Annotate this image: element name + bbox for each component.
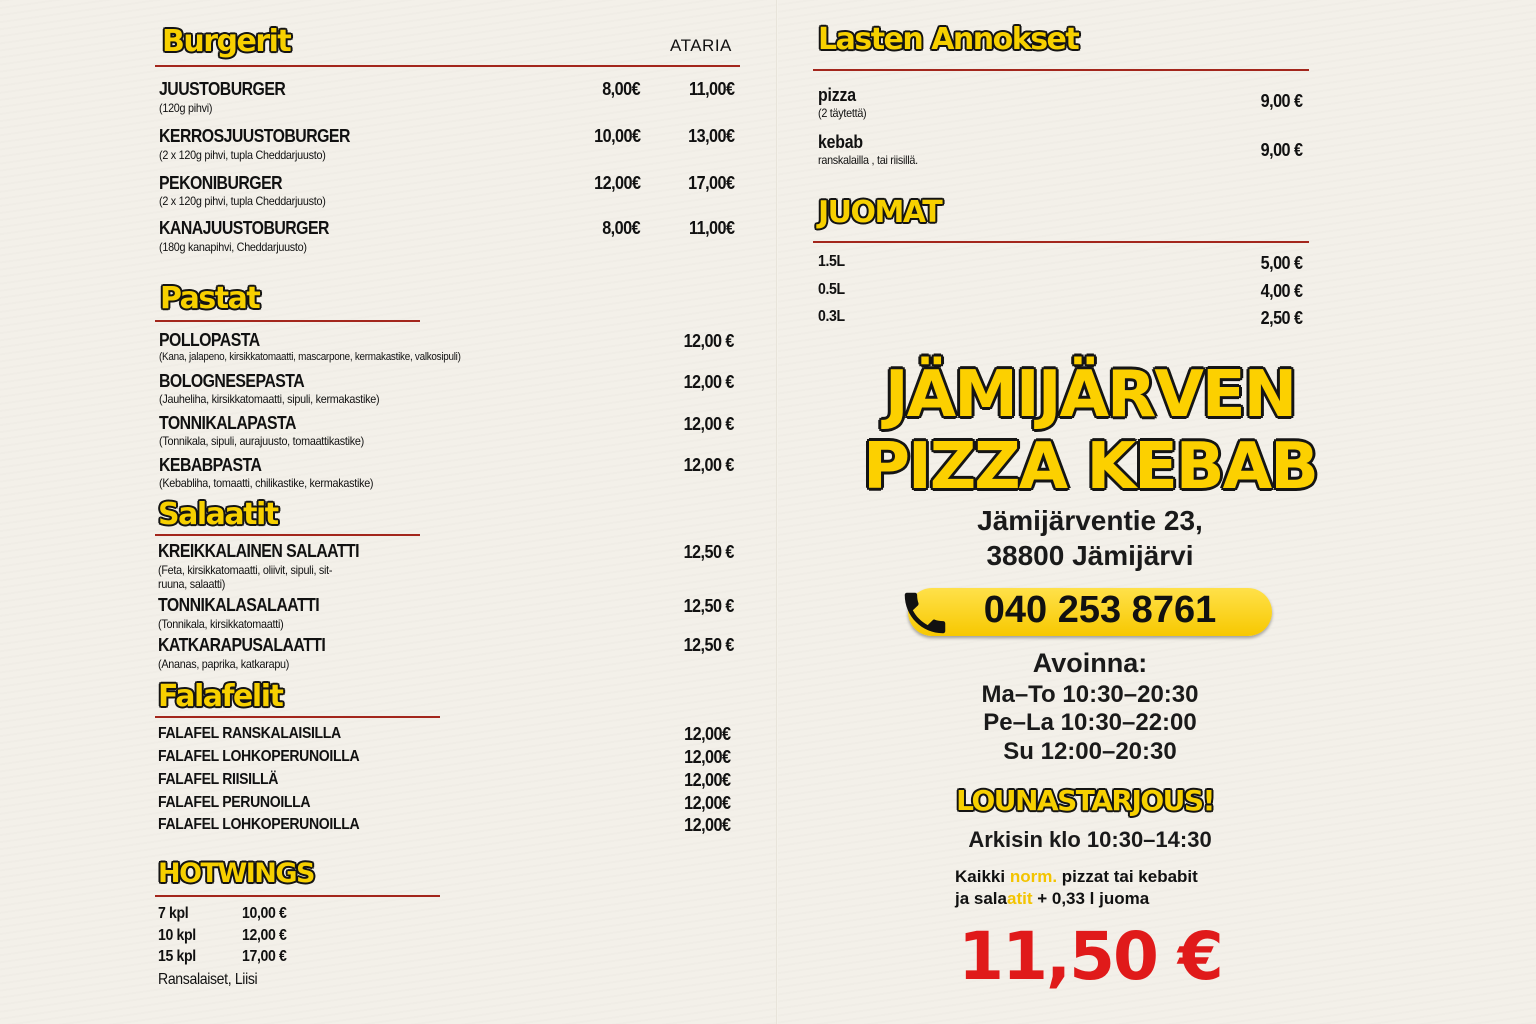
menu-item-price: 12,00€ xyxy=(593,173,640,193)
hours-row: Pe–La 10:30–22:00 xyxy=(983,709,1197,736)
menu-item-name: POLLOPASTA xyxy=(159,330,260,350)
wings-qty: 7 kpl xyxy=(158,905,189,922)
restaurant-name-line1: JÄMIJÄRVEN xyxy=(884,358,1296,432)
lunch-offer-line1 xyxy=(955,867,1198,887)
menu-item-price: 12,00 € xyxy=(683,414,734,434)
wings-price: 12,00 € xyxy=(242,927,287,944)
address-line2: 38800 Jämijärvi xyxy=(986,540,1194,571)
lasten-rule xyxy=(813,69,1309,71)
kids-item-price: 9,00 € xyxy=(1260,91,1302,111)
menu-item-desc: (120g pihvi) xyxy=(159,101,213,115)
page-fold xyxy=(776,0,778,1024)
kids-item-desc: ranskalailla , tai riisillä. xyxy=(818,153,918,167)
menu-item-name: FALAFEL LOHKOPERUNOILLA xyxy=(158,748,360,765)
drink-size: 0.5L xyxy=(818,281,845,298)
falafelit-rule xyxy=(155,716,440,718)
menu-item-desc: ruuna, salaatti) xyxy=(158,577,226,591)
menu-item-desc: (180g kanapihvi, Cheddarjuusto) xyxy=(159,240,307,254)
menu-item-desc: (Tonnikala, sipuli, aurajuusto, tomaattikastike) xyxy=(159,434,364,448)
menu-item-name: KREIKKALAINEN SALAATTI xyxy=(158,541,360,561)
menu-item-meal-price: 13,00€ xyxy=(687,126,734,146)
menu-item-price: 12,50 € xyxy=(683,635,734,655)
hotwings-rule xyxy=(155,895,440,897)
burgerit-title: Burgerit xyxy=(162,24,291,59)
menu-item-price: 10,00€ xyxy=(593,126,640,146)
menu-item-desc: (2 x 120g pihvi, tupla Cheddarjuusto) xyxy=(159,194,326,208)
menu-item-price: 12,00€ xyxy=(683,724,730,744)
lunch-text: pizzat tai kebabit xyxy=(1057,867,1198,886)
wings-price: 10,00 € xyxy=(242,905,287,922)
hours-row: Su 12:00–20:30 xyxy=(1003,738,1177,765)
menu-item-name: JUUSTOBURGER xyxy=(159,79,286,99)
menu-item-price: 12,00€ xyxy=(683,793,730,813)
drink-price: 2,50 € xyxy=(1260,308,1302,328)
kids-item-name: kebab xyxy=(818,132,863,152)
salaatit-title: Salaatit xyxy=(158,497,278,532)
menu-item-desc: (Jauheliha, kirsikkatomaatti, sipuli, kermakastike) xyxy=(159,392,380,406)
lasten-title: Lasten Annokset xyxy=(818,22,1079,57)
menu-item-desc: (2 x 120g pihvi, tupla Cheddarjuusto) xyxy=(159,148,326,162)
kids-item-price: 9,00 € xyxy=(1260,140,1302,160)
menu-item-price: 8,00€ xyxy=(602,218,640,238)
menu-item-name: BOLOGNESEPASTA xyxy=(159,371,305,391)
pastat-title: Pastat xyxy=(160,281,260,316)
salaatit-rule xyxy=(155,534,420,536)
lunch-text: + 0,33 l juoma xyxy=(1032,889,1150,908)
menu-item-desc: (Kebabliha, tomaatti, chilikastike, kermakastike) xyxy=(159,476,374,490)
hotwings-title: HOTWINGS xyxy=(158,858,314,889)
menu-item-name: TONNIKALAPASTA xyxy=(159,413,296,433)
wings-price: 17,00 € xyxy=(242,948,287,965)
ataria-header: ATARIA xyxy=(670,36,732,55)
juomat-rule xyxy=(813,241,1309,243)
menu-item-name: TONNIKALASALAATTI xyxy=(158,595,320,615)
menu-item-desc: (Kana, jalapeno, kirsikkatomaatti, mascarpone, kermakastike, valkosipuli) xyxy=(159,351,461,363)
menu-item-price: 12,00€ xyxy=(683,770,730,790)
wings-qty: 10 kpl xyxy=(158,927,196,944)
drink-size: 0.3L xyxy=(818,308,845,325)
restaurant-name-line2: PIZZA KEBAB xyxy=(863,430,1317,504)
menu-item-desc: (Feta, kirsikkatomaatti, oliivit, sipuli, sit- xyxy=(158,563,333,577)
wings-qty: 15 kpl xyxy=(158,948,196,965)
phone-number[interactable]: 040 253 8761 xyxy=(983,589,1217,631)
lunch-time: Arkisin klo 10:30–14:30 xyxy=(968,827,1212,852)
menu-item-name: FALAFEL RIISILLÄ xyxy=(158,771,279,788)
menu-item-desc: (Tonnikala, kirsikkatomaatti) xyxy=(158,617,284,631)
drink-price: 4,00 € xyxy=(1260,281,1302,301)
kids-item-desc: (2 täytettä) xyxy=(818,106,867,120)
wings-note: Ransalaiset, Liisi xyxy=(158,971,258,988)
menu-item-desc: (Ananas, paprika, katkarapu) xyxy=(158,657,290,671)
menu-item-price: 12,00 € xyxy=(683,372,734,392)
menu-item-name: PEKONIBURGER xyxy=(159,173,283,193)
menu-item-price: 12,00 € xyxy=(683,455,734,475)
phone-icon xyxy=(898,586,952,640)
menu-item-price: 8,00€ xyxy=(602,79,640,99)
lunch-text: Kaikki xyxy=(955,867,1010,886)
hours-title: Avoinna: xyxy=(1032,648,1148,678)
address-line1: Jämijärventie 23, xyxy=(977,505,1203,536)
lunch-price: 11,50 € xyxy=(958,918,1222,995)
hours-row: Ma–To 10:30–20:30 xyxy=(981,681,1199,708)
menu-item-name: KATKARAPUSALAATTI xyxy=(158,635,326,655)
menu-item-name: KERROSJUUSTOBURGER xyxy=(159,126,350,146)
drink-size: 1.5L xyxy=(818,253,845,270)
menu-item-name: KANAJUUSTOBURGER xyxy=(159,218,329,238)
falafelit-title: Falafelit xyxy=(158,679,283,714)
menu-item-price: 12,00€ xyxy=(683,815,730,835)
lunch-title: LOUNASTARJOUS! xyxy=(956,784,1214,817)
menu-item-price: 12,50 € xyxy=(683,596,734,616)
lunch-highlight: atit xyxy=(1007,889,1033,908)
kids-item-name: pizza xyxy=(818,85,856,105)
menu-item-name: FALAFEL LOHKOPERUNOILLA xyxy=(158,816,360,833)
menu-item-price: 12,00 € xyxy=(683,331,734,351)
lunch-highlight: norm. xyxy=(1009,867,1058,886)
menu-item-meal-price: 17,00€ xyxy=(687,173,734,193)
menu-item-price: 12,50 € xyxy=(683,542,734,562)
menu-item-name: KEBABPASTA xyxy=(159,455,262,475)
juomat-title: JUOMAT xyxy=(818,195,942,230)
menu-item-name: FALAFEL RANSKALAISILLA xyxy=(158,725,341,742)
menu-item-price: 12,00€ xyxy=(683,747,730,767)
lunch-offer-line2 xyxy=(955,889,1149,909)
burgerit-rule xyxy=(155,65,740,67)
drink-price: 5,00 € xyxy=(1260,253,1302,273)
lunch-text: ja sala xyxy=(955,889,1007,908)
menu-item-meal-price: 11,00€ xyxy=(688,218,734,238)
pastat-rule xyxy=(155,320,420,322)
menu-item-name: FALAFEL PERUNOILLA xyxy=(158,794,311,811)
menu-item-meal-price: 11,00€ xyxy=(688,79,734,99)
